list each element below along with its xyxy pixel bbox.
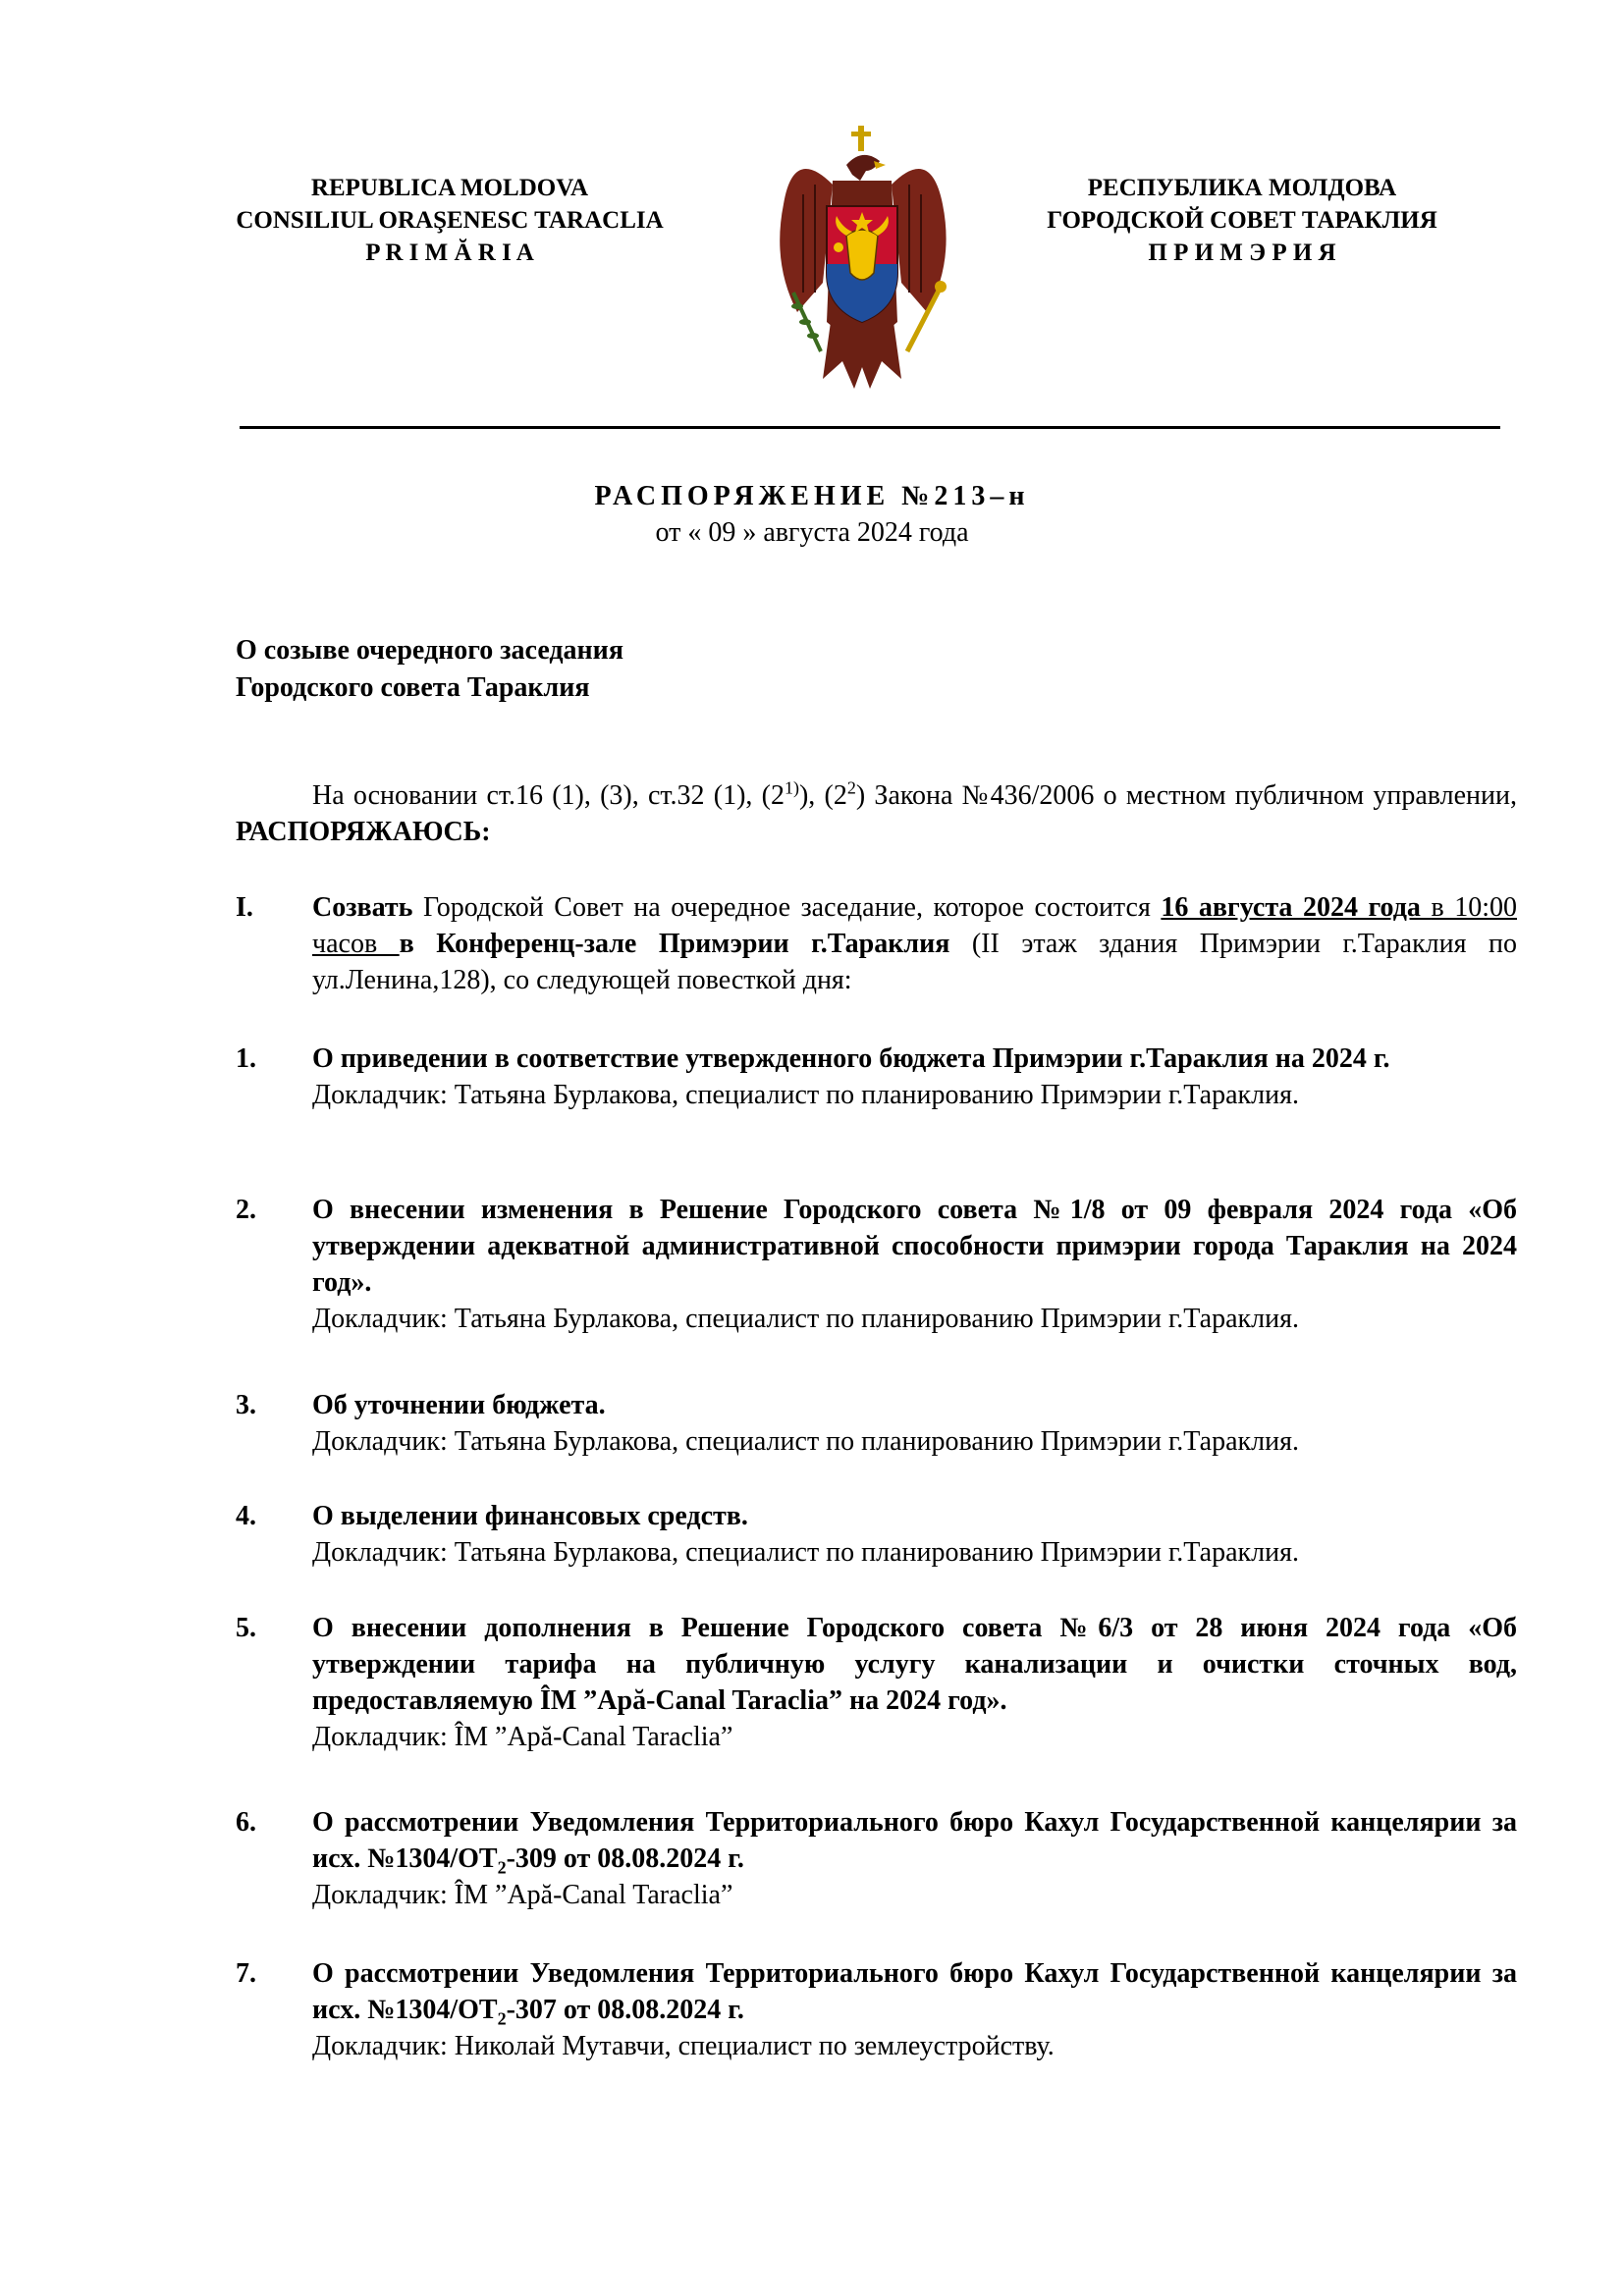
agenda-item-4 [236,1498,1517,1571]
meeting-date: 16 августа 2024 года [1161,892,1432,923]
agenda-item-title-a: О рассмотрении Уведомления Территориального бюро Кахул Государственной канцелярии за исх. №1304/OT [312,1807,1517,1874]
header-left [194,172,705,269]
agenda-item-title [312,1958,1517,2029]
header-right-line-1: РЕСПУБЛИКА МОЛДОВА [1087,175,1397,201]
agenda-item-reporter: Докладчик: Николай Мутавчи, специалист по землеустройству. [312,2031,1055,2061]
agenda-item-reporter: Докладчик: Татьяна Бурлакова, специалист по планированию Примэрии г.Тараклия. [312,1537,1299,1568]
agenda-item-number: 1. [236,1043,256,1074]
header-left-line-2: CONSILIUL ORAŞENESC TARACLIA [236,207,664,234]
section-number: I. [236,892,253,923]
intro-order-word: РАСПОРЯЖАЮСЬ: [236,817,491,847]
subject-line-1: О созыве очередного заседания [236,635,623,666]
agenda-item-title-a: О рассмотрении Уведомления Территориального бюро Кахул Государственной канцелярии за исх. №1304/OT [312,1958,1517,2025]
intro-text-b: ), (2 [798,780,847,811]
header-left-line-1: REPUBLICA MOLDOVA [310,175,589,201]
header-divider [240,426,1500,429]
agenda-item-title: О выделении финансовых средств. [312,1501,748,1531]
agenda-item-title: Об уточнении бюджета. [312,1390,606,1420]
agenda-item-title-b: -309 от 08.08.2024 г. [506,1843,744,1874]
intro-paragraph [236,777,1517,850]
section-text-2: (II этаж здания Примэрии г.Тараклия по ул.Ленина,128), со следующей повесткой дня: [312,929,1517,995]
intro-sup-2: 2 [846,777,856,798]
agenda-item-title-sub: 2 [497,1857,507,1878]
agenda-item-reporter: Докладчик: Татьяна Бурлакова, специалист по планированию Примэрии г.Тараклия. [312,1080,1299,1110]
agenda-item-reporter: Докладчик: ÎM ”Apă-Canal Taraclia” [312,1722,733,1752]
section-text-1: Городской Совет на очередное заседание, которое состоится [412,892,1162,923]
section-convene [236,889,1517,998]
agenda-item-title-sub: 2 [497,2008,507,2029]
header-right-line-3: П Р И М Э Р И Я [1148,240,1336,266]
agenda-item-5 [236,1610,1517,1755]
agenda-item-reporter: Докладчик: ÎM ”Apă-Canal Taraclia” [312,1880,733,1910]
header-right [987,172,1497,269]
coat-of-arms-emblem [764,126,960,396]
intro-text-c: ) Закона №436/2006 о местном публичном управлении, [855,780,1517,811]
agenda-item-2 [236,1192,1517,1337]
agenda-item-number: 3. [236,1390,256,1420]
agenda-item-title [312,1807,1517,1878]
agenda-item-title: О внесении дополнения в Решение Городского совета №6/3 от 28 июня 2024 года «Об утверждении тарифа на публичную услугу канализации и очистки сточных вод, предоставляемую ÎM ”Apă-Canal Taraclia” на 2024 год». [312,1613,1517,1716]
document-title: РАСПОРЯЖЕНИЕ №213–н [594,481,1030,511]
document-date: от « 09 » августа 2024 года [655,517,969,548]
agenda-item-6 [236,1804,1517,1913]
agenda-item-number: 4. [236,1501,256,1531]
intro-sup-1: 1) [784,777,799,798]
agenda-item-reporter: Докладчик: Татьяна Бурлакова, специалист по планированию Примэрии г.Тараклия. [312,1304,1299,1334]
header-left-line-3: P R I M Ă R I A [365,240,534,266]
section-lead: Созвать [312,892,413,923]
document-subject [236,632,923,707]
intro-text-a: На основании ст.16 (1), (3), ст.32 (1), (2 [312,780,785,811]
agenda-item-1 [236,1041,1517,1113]
agenda-item-number: 7. [236,1958,256,1989]
subject-line-2: Городского совета Тараклия [236,672,590,703]
agenda-item-number: 2. [236,1195,256,1225]
agenda-item-3 [236,1387,1517,1460]
agenda-item-7 [236,1955,1517,2064]
agenda-item-title: О внесении изменения в Решение Городского совета №1/8 от 09 февраля 2024 года «Об утверждении адекватной административной способности примэрии города Тараклия на 2024 год». [312,1195,1517,1298]
agenda-item-number: 5. [236,1613,256,1643]
agenda-item-number: 6. [236,1807,256,1838]
agenda-item-title-b: -307 от 08.08.2024 г. [506,1995,744,2025]
agenda-item-title: О приведении в соответствие утвержденного бюджета Примэрии г.Тараклия на 2024 г. [312,1043,1390,1074]
meeting-time: в 10:00 часов [312,892,1518,959]
meeting-place: в Конференц-зале Примэрии г.Тараклия [399,929,950,959]
header-right-line-2: ГОРОДСКОЙ СОВЕТ ТАРАКЛИЯ [1047,207,1437,234]
agenda-item-reporter: Докладчик: Татьяна Бурлакова, специалист по планированию Примэрии г.Тараклия. [312,1426,1299,1457]
